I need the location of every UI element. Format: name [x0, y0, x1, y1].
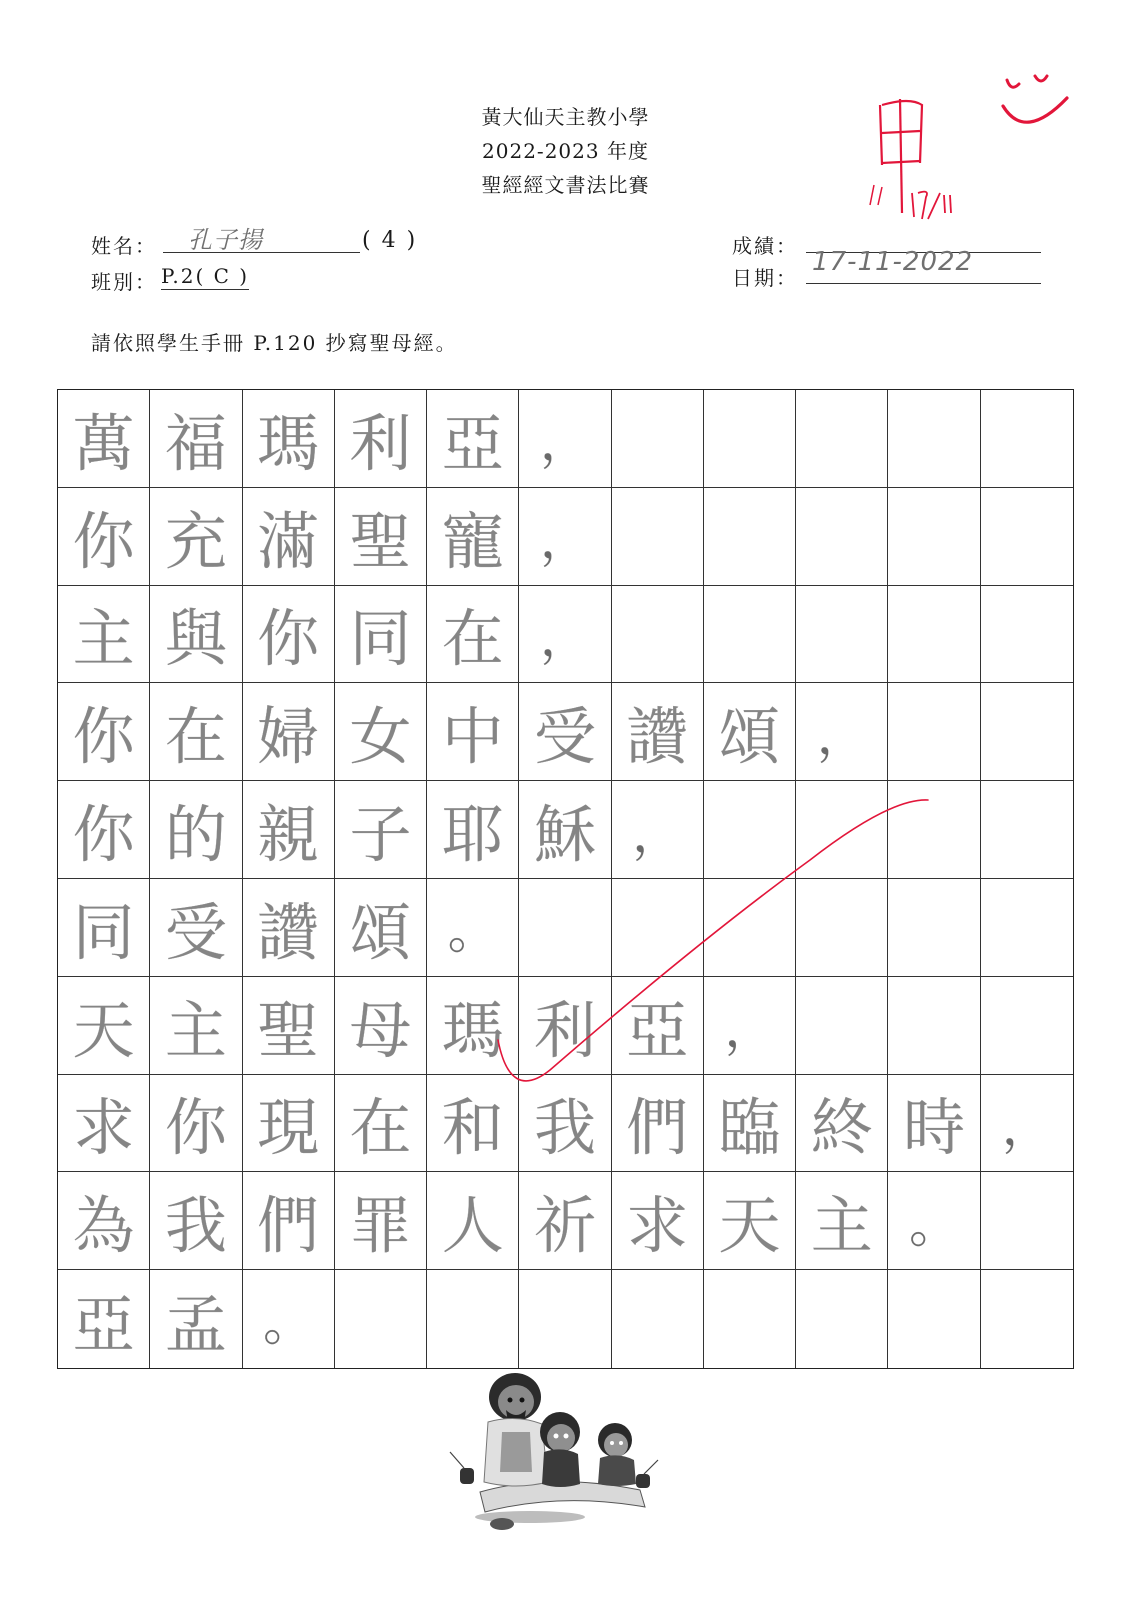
grid-cell [704, 390, 796, 488]
grid-cell: 母 [335, 977, 427, 1075]
grid-cell: 你 [58, 683, 150, 781]
grid-cell: ， [519, 586, 611, 684]
grid-cell [888, 879, 980, 977]
grid-cell: 在 [335, 1075, 427, 1173]
grid-cell: 中 [427, 683, 519, 781]
grid-cell [704, 879, 796, 977]
grid-cell: 。 [888, 1172, 980, 1270]
grid-cell: 人 [427, 1172, 519, 1270]
grid-cell: 滿 [243, 488, 335, 586]
grid-cell: 受 [519, 683, 611, 781]
grid-cell: 天 [704, 1172, 796, 1270]
grid-cell [704, 488, 796, 586]
grid-cell [888, 683, 980, 781]
grid-cell: 聖 [243, 977, 335, 1075]
grid-cell: 子 [335, 781, 427, 879]
grid-cell [612, 1270, 704, 1368]
grid-cell [796, 586, 888, 684]
grid-cell: 頌 [704, 683, 796, 781]
date-value: 17-11-2022 [812, 247, 974, 277]
grid-cell: 利 [519, 977, 611, 1075]
grid-cell: 你 [243, 586, 335, 684]
grid-cell: 罪 [335, 1172, 427, 1270]
grid-cell [796, 781, 888, 879]
grade-label: 成績： [732, 234, 798, 258]
grid-cell: 。 [243, 1270, 335, 1368]
grid-cell: 亞 [612, 977, 704, 1075]
grid-cell: 們 [612, 1075, 704, 1173]
grid-cell: 萬 [58, 390, 150, 488]
grid-cell: 主 [150, 977, 242, 1075]
grid-cell: 祈 [519, 1172, 611, 1270]
grid-cell: 們 [243, 1172, 335, 1270]
grid-cell [519, 1270, 611, 1368]
class-number: ( 4 ) [362, 228, 418, 253]
grid-cell: 臨 [704, 1075, 796, 1173]
grid-cell: 婦 [243, 683, 335, 781]
grid-cell: 在 [427, 586, 519, 684]
grid-cell: 你 [58, 781, 150, 879]
grid-cell: 在 [150, 683, 242, 781]
grid-cell: 求 [58, 1075, 150, 1173]
grid-cell: ， [519, 390, 611, 488]
children-illustration [440, 1372, 680, 1532]
grid-cell [796, 1270, 888, 1368]
grid-cell: 福 [150, 390, 242, 488]
grid-cell: 我 [519, 1075, 611, 1173]
grid-cell [981, 1270, 1073, 1368]
grid-cell: 受 [150, 879, 242, 977]
grid-cell [796, 390, 888, 488]
grid-cell: 寵 [427, 488, 519, 586]
class-label: 班別： [91, 270, 157, 294]
grid-cell: ， [704, 977, 796, 1075]
grid-cell: 亞 [427, 390, 519, 488]
grid-cell: 孟 [150, 1270, 242, 1368]
grid-cell: 利 [335, 390, 427, 488]
grid-cell: 聖 [335, 488, 427, 586]
school-name: 黃大仙天主教小學 [481, 105, 650, 129]
grid-cell: 你 [58, 488, 150, 586]
grid-cell: ， [981, 1075, 1073, 1173]
school-year: 2022-2023 年度 [482, 139, 649, 163]
grid-cell: ， [519, 488, 611, 586]
grid-cell [612, 390, 704, 488]
grid-cell [704, 781, 796, 879]
writing-grid [57, 389, 1074, 1369]
grid-cell: 時 [888, 1075, 980, 1173]
grid-cell [888, 977, 980, 1075]
grid-cell: 我 [150, 1172, 242, 1270]
grid-cell: ， [796, 683, 888, 781]
grid-cell: 主 [796, 1172, 888, 1270]
grid-cell: 同 [335, 586, 427, 684]
grid-cell: 瑪 [243, 390, 335, 488]
grid-cell [612, 879, 704, 977]
grid-cell [981, 683, 1073, 781]
grid-cell [796, 488, 888, 586]
grid-cell [796, 879, 888, 977]
grid-cell: 讚 [612, 683, 704, 781]
grid-cell: 現 [243, 1075, 335, 1173]
grid-cell: 與 [150, 586, 242, 684]
grid-cell: 和 [427, 1075, 519, 1173]
grid-cell [888, 1270, 980, 1368]
grid-cell: 的 [150, 781, 242, 879]
grid-cell [888, 488, 980, 586]
grid-cell: 女 [335, 683, 427, 781]
grid-cell: 親 [243, 781, 335, 879]
grid-cell: 穌 [519, 781, 611, 879]
grid-cell: 你 [150, 1075, 242, 1173]
instruction: 請依照學生手冊 P.120 抄寫聖母經。 [91, 331, 458, 355]
grid-cell: 終 [796, 1075, 888, 1173]
grid-cell [427, 1270, 519, 1368]
grid-cell: 讚 [243, 879, 335, 977]
grid-cell [981, 390, 1073, 488]
grid-cell [888, 390, 980, 488]
grid-cell [612, 488, 704, 586]
grid-cell [888, 781, 980, 879]
grid-cell [888, 586, 980, 684]
grid-cell: 亞 [58, 1270, 150, 1368]
grid-cell [981, 977, 1073, 1075]
grid-cell [981, 586, 1073, 684]
class-value: P.2( C ) [161, 264, 250, 288]
grid-cell: 天 [58, 977, 150, 1075]
grid-cell [981, 781, 1073, 879]
grid-cell [796, 977, 888, 1075]
grid-cell [519, 879, 611, 977]
grid-cell: 瑪 [427, 977, 519, 1075]
competition-title: 聖經經文書法比賽 [481, 173, 650, 197]
date-label: 日期： [732, 266, 798, 290]
grid-cell: 耶 [427, 781, 519, 879]
grid-cell: 主 [58, 586, 150, 684]
grid-cell: ， [612, 781, 704, 879]
grid-cell: 。 [427, 879, 519, 977]
grid-cell [704, 1270, 796, 1368]
grid-cell: 頌 [335, 879, 427, 977]
grid-cell [612, 586, 704, 684]
grid-cell: 充 [150, 488, 242, 586]
grid-cell: 求 [612, 1172, 704, 1270]
grid-cell: 為 [58, 1172, 150, 1270]
grid-cell: 同 [58, 879, 150, 977]
name-label: 姓名： [91, 234, 157, 258]
grid-cell [704, 586, 796, 684]
header [0, 100, 1131, 202]
grid-cell [335, 1270, 427, 1368]
grid-cell [981, 1172, 1073, 1270]
grid-cell [981, 488, 1073, 586]
grid-cell [981, 879, 1073, 977]
name-value: 孔子揚 [188, 226, 263, 254]
